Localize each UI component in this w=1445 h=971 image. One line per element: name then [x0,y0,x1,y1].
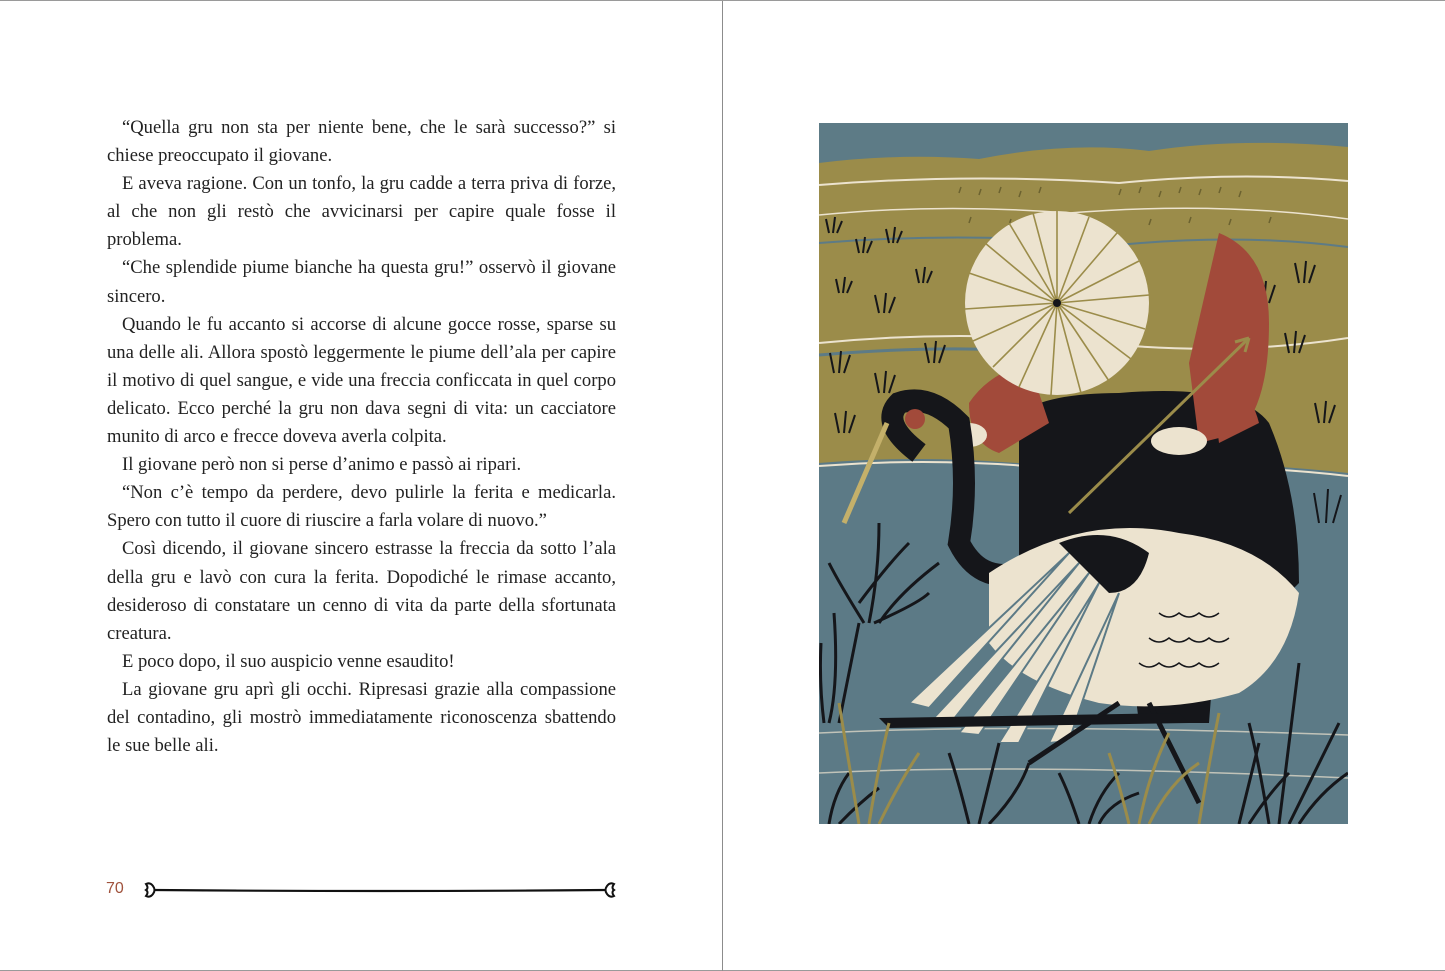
paragraph: “Quella gru non sta per niente bene, che le sarà successo?” si chiese preoccupato il giovane. [107,117,616,167]
bone-divider-icon [144,880,616,900]
illustration-art [819,123,1348,824]
paragraph: E poco dopo, il suo auspicio venne esaudito! [122,650,455,672]
right-page [723,1,1445,970]
left-page [0,1,722,970]
paragraph: Così dicendo, il giovane sincero estrasse la freccia da sotto l’ala della gru e lavò con cura la ferita. Dopodiché le rimase accanto, desideroso di constatare un cenno di vita da parte della sfortunata creatura. [107,538,616,644]
straw-hat-icon [965,211,1149,395]
page-number: 70 [106,880,124,897]
story-text [107,114,616,760]
paragraph: E aveva ragione. Con un tonfo, la gru cadde a terra priva di forze, al che non gli restò che avvicinarsi per capire quale fosse il problema. [107,173,616,251]
page-footer [106,877,616,903]
paragraph: La giovane gru aprì gli occhi. Ripresasi grazie alla compassione del contadino, gli mostrò immediatamente riconoscenza sbattendo le sue belle ali. [107,678,616,757]
paragraph: Quando le fu accanto si accorse di alcune gocce rosse, sparse su una delle ali. Allora spostò leggermente le piume dell’ala per capire il motivo di quel sangue, e vide una freccia conficcata in quel corpo delicato. Ecco perché la gru non dava segni di vita: un cacciatore munito di arco e frecce doveva averla colpita. [107,313,616,448]
paragraph: Il giovane però non si perse d’animo e passò ai ripari. [122,454,522,476]
crane-illustration [819,123,1348,824]
paragraph: “Che splendide piume bianche ha questa gru!” osservò il giovane sincero. [107,257,616,307]
paragraph: “Non c’è tempo da perdere, devo pulirle la ferita e medicarla. Spero con tutto il cuore di riuscire a farla volare di nuovo.” [107,482,616,532]
